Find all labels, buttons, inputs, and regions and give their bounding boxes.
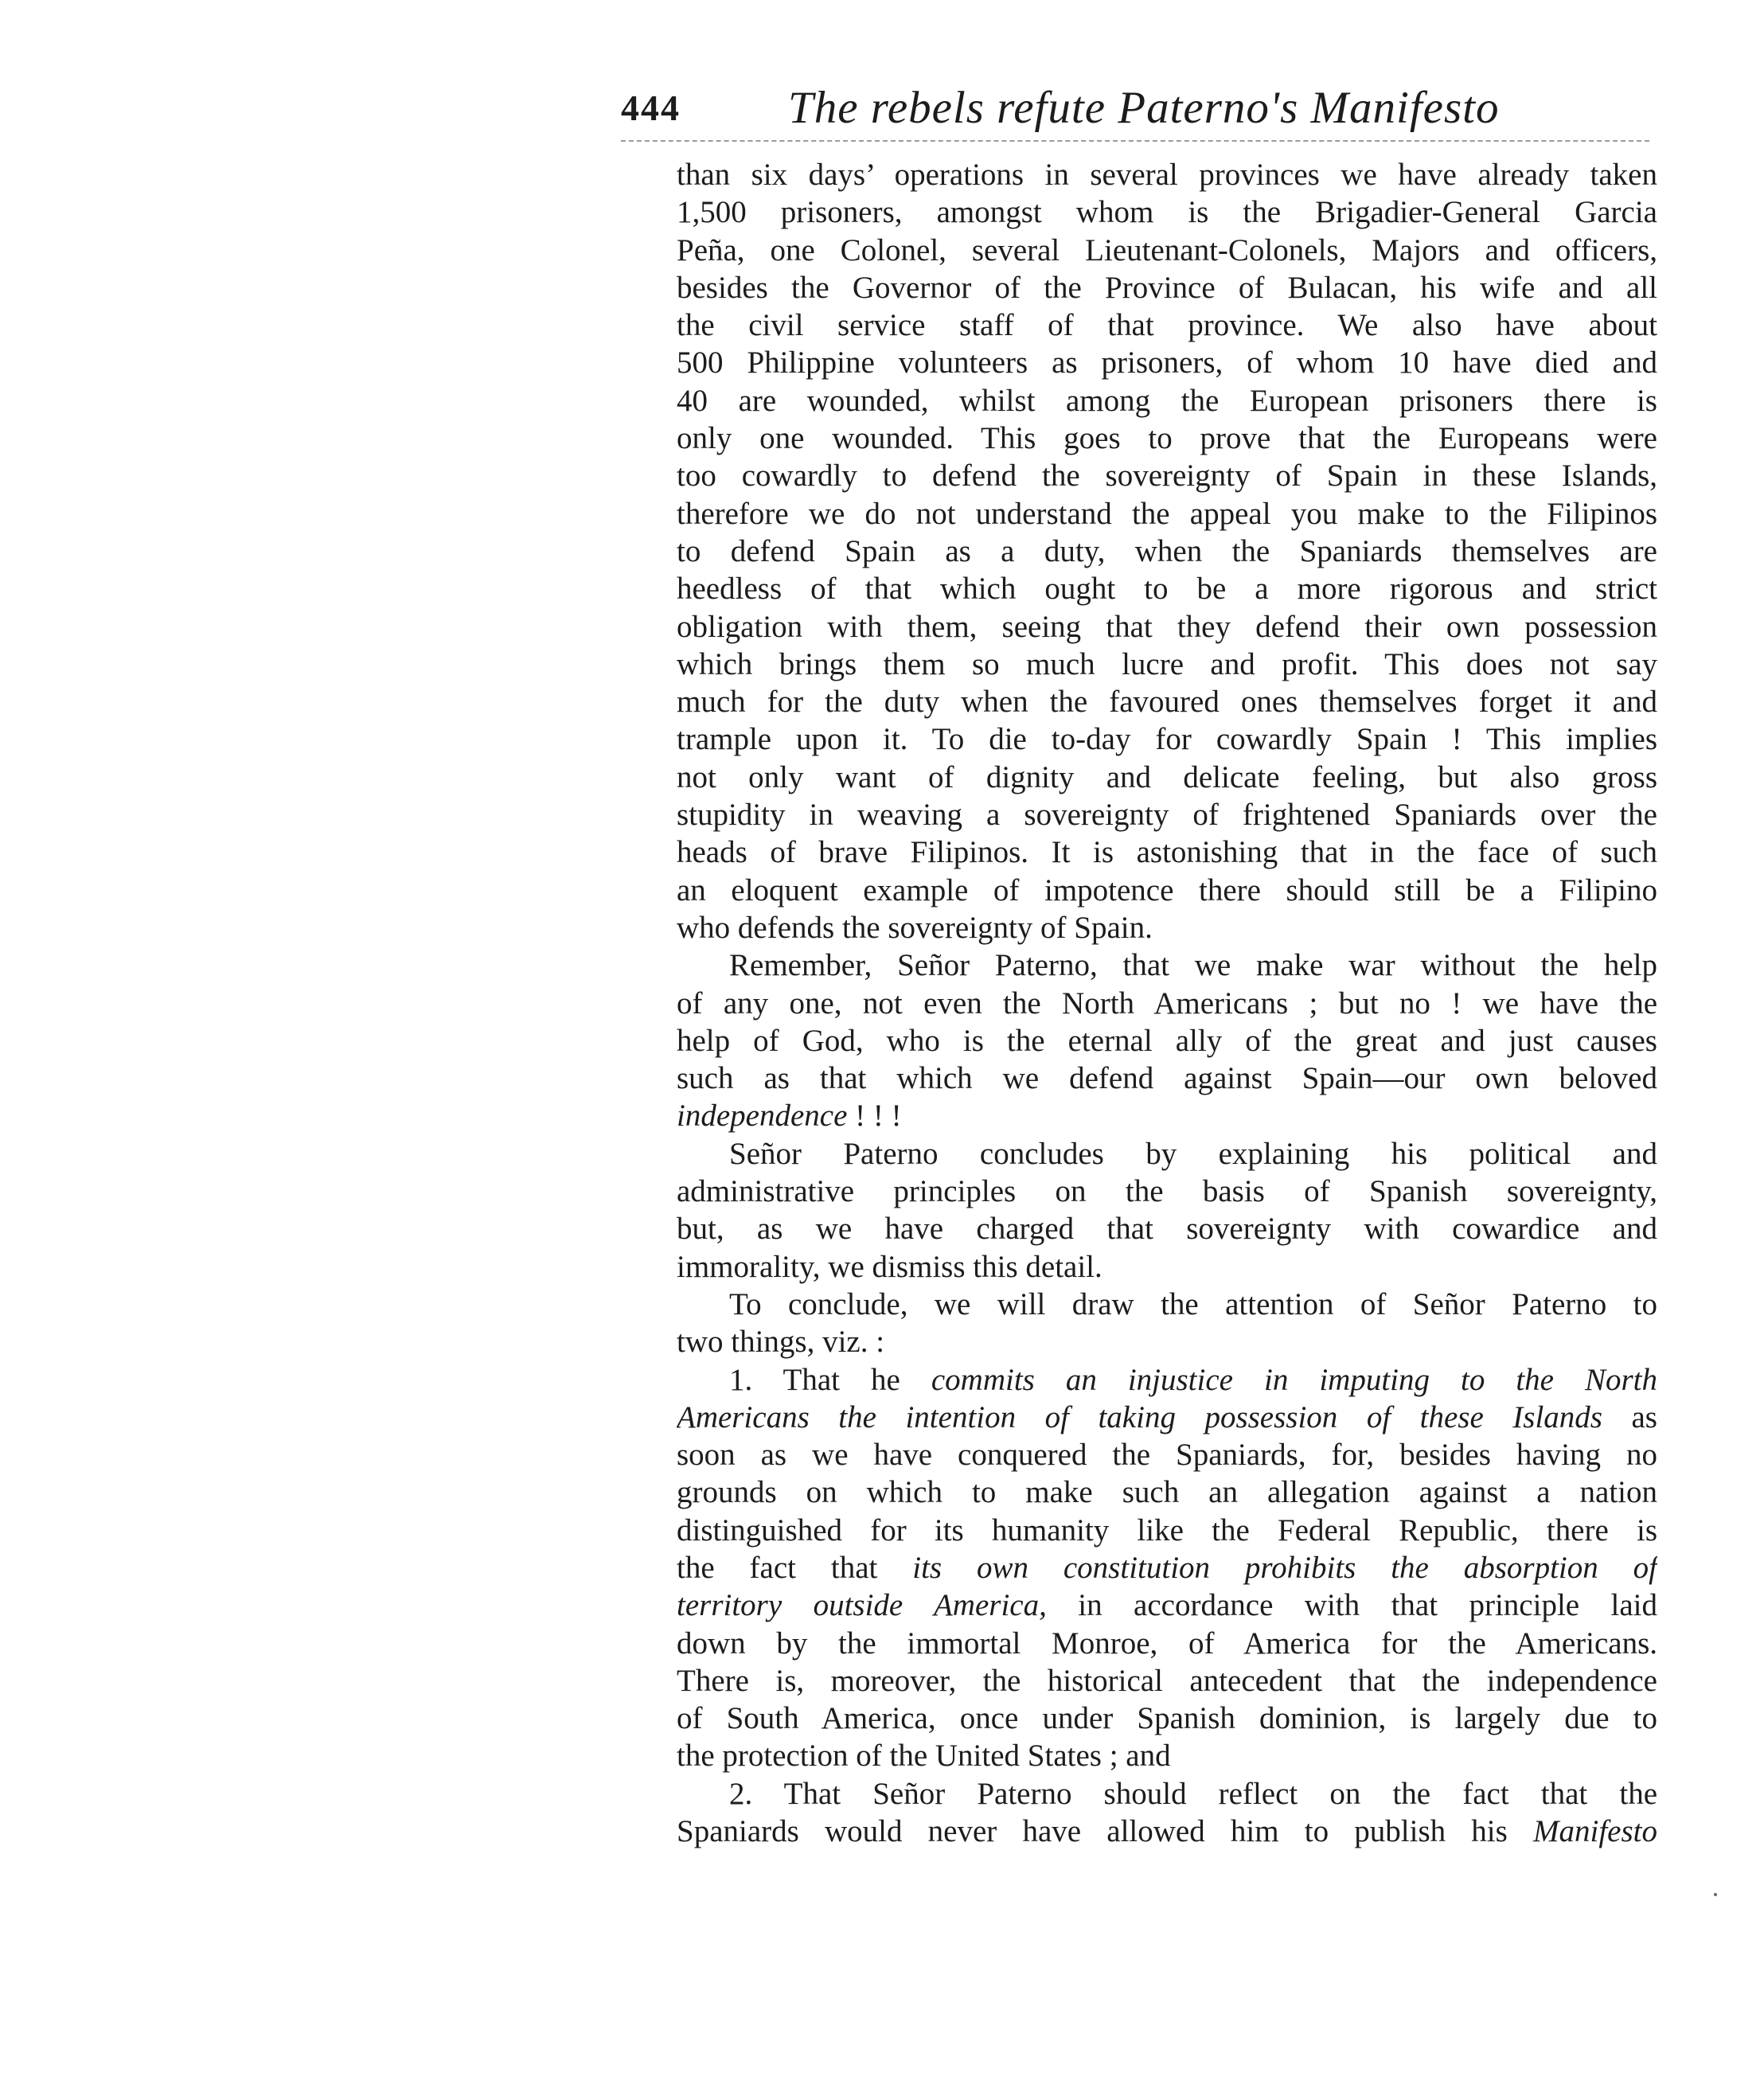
text-line: such as that which we defend against Spain—our own beloved [677, 1061, 1657, 1096]
italic-phrase: Americans the intention of taking possession of these Islands [677, 1399, 1602, 1434]
text-line: of South America, once under Spanish dominion, is largely due to [677, 1701, 1657, 1736]
text-line: 500 Philippine volunteers as prisoners, of whom 10 have died and [677, 345, 1657, 381]
text-line: too cowardly to defend the sovereignty of Spain in these Islands, [677, 459, 1657, 494]
text-line: which brings them so much lucre and profit. This does not say [677, 646, 1657, 681]
italic-phrase: territory outside America, [677, 1588, 1047, 1623]
scan-speck [1714, 1893, 1717, 1896]
text-line [677, 1549, 1657, 1587]
text-fragment: as [1602, 1399, 1657, 1434]
text-line: only one wounded. This goes to prove that the Europeans were [677, 421, 1657, 456]
text-line: not only want of dignity and delicate feeling, but also gross [677, 759, 1657, 794]
text-line: Remember, Señor Paterno, that we make war without the help [729, 948, 1657, 983]
running-title: The rebels refute Paterno's Manifesto [788, 83, 1500, 133]
page-number: 444 [621, 88, 681, 128]
text-line: 1,500 prisoners, amongst whom is the Brigadier-General Garcia [677, 195, 1657, 230]
text-line [677, 1399, 1657, 1436]
text-line: besides the Governor of the Province of Bulacan, his wife and all [677, 270, 1657, 305]
text-line: an eloquent example of impotence there should still be a Filipino [677, 872, 1657, 907]
text-line: There is, moreover, the historical antecedent that the independence [677, 1663, 1657, 1698]
text-line: of any one, not even the North Americans ; but no ! we have the [677, 986, 1657, 1021]
text-line: obligation with them, seeing that they defend their own possession [677, 609, 1657, 644]
text-line: distinguished for its humanity like the Federal Republic, there is [677, 1512, 1657, 1548]
text-line: 40 are wounded, whilst among the European prisoners there is [677, 383, 1657, 418]
text-line: than six days’ operations in several provinces we have already taken [677, 158, 1657, 192]
header-rule [621, 140, 1649, 142]
text-fragment: 1. That he [729, 1362, 931, 1397]
text-line: but, as we have charged that sovereignty with cowardice and [677, 1212, 1657, 1247]
italic-phrase: its own constitution prohibits the absorption of [912, 1550, 1657, 1585]
text-line: heads of brave Filipinos. It is astonishing that in the face of such [677, 835, 1657, 870]
text-fragment: the fact that [677, 1550, 913, 1585]
body-text [677, 156, 1657, 1850]
text-line: soon as we have conquered the Spaniards, for, besides having no [677, 1438, 1657, 1473]
italic-phrase: commits an injustice in imputing to the North [931, 1362, 1657, 1397]
text-line: two things, viz. : [677, 1325, 885, 1360]
text-fragment: Spaniards would never have allowed him to publish his [677, 1814, 1534, 1849]
text-line: To conclude, we will draw the attention of Señor Paterno to [729, 1286, 1657, 1321]
text-line: 2. That Señor Paterno should reflect on the fact that the [729, 1776, 1657, 1811]
text-line: down by the immortal Monroe, of America for the Americans. [677, 1626, 1657, 1661]
text-line: the civil service staff of that province. We also have about [677, 308, 1657, 343]
text-line [677, 1813, 1657, 1850]
text-line: therefore we do not understand the appeal you make to the Filipinos [677, 496, 1657, 531]
text-line: trample upon it. To die to-day for cowardly Spain ! This implies [677, 722, 1657, 757]
text-line [677, 1587, 1657, 1624]
text-line: to defend Spain as a duty, when the Spaniards themselves are [677, 533, 1657, 568]
text-fragment: in accordance with that principle laid [1046, 1588, 1657, 1623]
text-line: Peña, one Colonel, several Lieutenant-Colonels, Majors and officers, [677, 232, 1657, 267]
text-line: grounds on which to make such an allegation against a nation [677, 1475, 1657, 1510]
text-line: heedless of that which ought to be a more rigorous and strict [677, 572, 1657, 607]
text-line: administrative principles on the basis of Spanish sovereignty, [677, 1174, 1657, 1209]
text-line [677, 1361, 1657, 1399]
text-line: much for the duty when the favoured ones themselves forget it and [677, 685, 1657, 720]
italic-phrase: independence [677, 1099, 848, 1134]
text-line: the protection of the United States ; and [677, 1739, 1171, 1774]
text-line: who defends the sovereignty of Spain. [677, 910, 1153, 945]
text-fragment: ! ! ! [847, 1099, 902, 1134]
page-header [621, 76, 1649, 140]
text-line: Señor Paterno concludes by explaining his political and [729, 1136, 1657, 1171]
text-line: immorality, we dismiss this detail. [677, 1249, 1102, 1284]
text-line: help of God, who is the eternal ally of the great and just causes [677, 1023, 1657, 1058]
text-line [677, 1097, 1657, 1134]
text-line: stupidity in weaving a sovereignty of frightened Spaniards over the [677, 798, 1657, 833]
italic-phrase: Manifesto [1533, 1814, 1657, 1849]
